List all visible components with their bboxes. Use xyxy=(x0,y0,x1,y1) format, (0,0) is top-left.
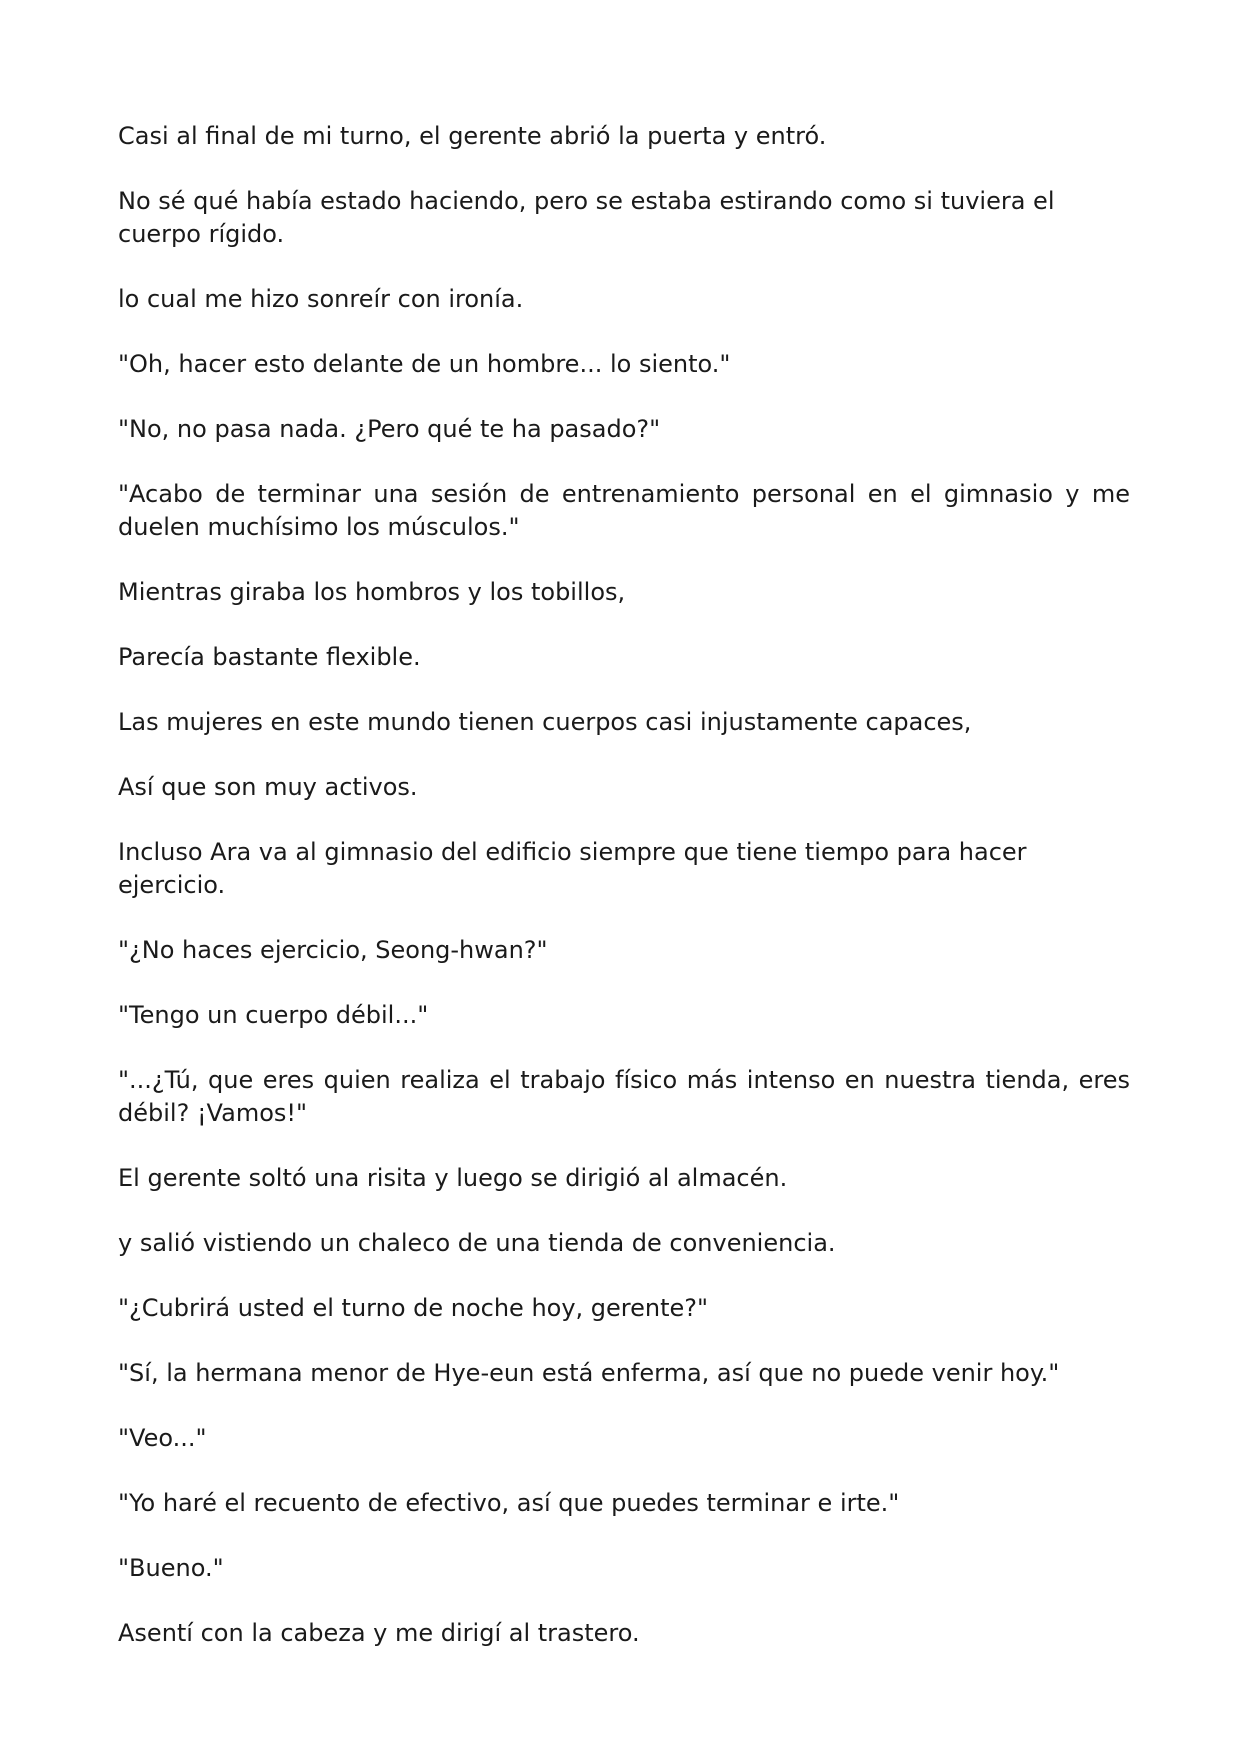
paragraph: "Tengo un cuerpo débil..." xyxy=(118,1001,429,1029)
paragraph: lo cual me hizo sonreír con ironía. xyxy=(118,285,524,313)
paragraph: "Oh, hacer esto delante de un hombre... lo siento." xyxy=(118,350,731,378)
paragraph: "Veo..." xyxy=(118,1424,207,1452)
paragraph: "No, no pasa nada. ¿Pero qué te ha pasado?" xyxy=(118,415,661,443)
paragraph: "¿Cubrirá usted el turno de noche hoy, gerente?" xyxy=(118,1294,709,1322)
paragraph: Las mujeres en este mundo tienen cuerpos casi injustamente capaces, xyxy=(118,708,972,736)
paragraph: El gerente soltó una risita y luego se dirigió al almacén. xyxy=(118,1164,788,1192)
paragraph: Asentí con la cabeza y me dirigí al trastero. xyxy=(118,1619,640,1647)
paragraph: y salió vistiendo un chaleco de una tienda de conveniencia. xyxy=(118,1229,836,1257)
paragraph: "Yo haré el recuento de efectivo, así que puedes terminar e irte." xyxy=(118,1489,900,1517)
paragraph: No sé qué había estado haciendo, pero se estaba estirando como si tuviera el cuerpo rígido. xyxy=(118,187,1055,248)
paragraph: "...¿Tú, que eres quien realiza el trabajo físico más intenso en nuestra tienda, eres débil? ¡Vamos!" xyxy=(118,1066,1130,1127)
paragraph: "Sí, la hermana menor de Hye-eun está enferma, así que no puede venir hoy." xyxy=(118,1359,1060,1387)
paragraph: Incluso Ara va al gimnasio del edificio siempre que tiene tiempo para hacer ejercicio. xyxy=(118,838,1027,899)
paragraph: Así que son muy activos. xyxy=(118,773,418,801)
document-body xyxy=(118,120,1130,1682)
paragraph: Casi al final de mi turno, el gerente abrió la puerta y entró. xyxy=(118,122,827,150)
paragraph: "Bueno." xyxy=(118,1554,224,1582)
paragraph: Mientras giraba los hombros y los tobillos, xyxy=(118,578,626,606)
paragraph: Parecía bastante flexible. xyxy=(118,643,421,671)
paragraph: "¿No haces ejercicio, Seong-hwan?" xyxy=(118,936,548,964)
paragraph: "Acabo de terminar una sesión de entrenamiento personal en el gimnasio y me duelen muchísimo los músculos." xyxy=(118,480,1130,541)
